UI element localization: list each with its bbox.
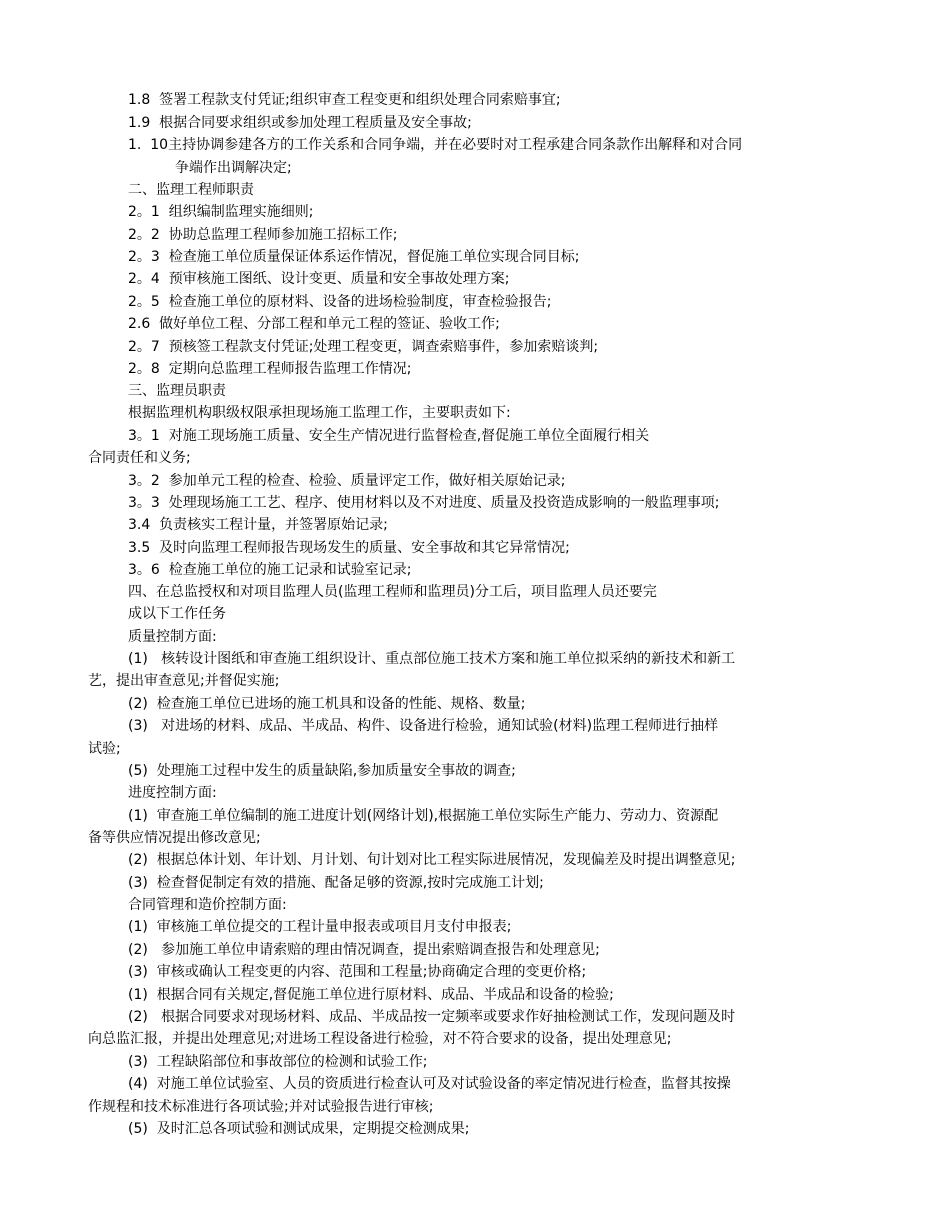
text-line: 3。3 处理现场施工工艺、程序、使用材料以及不对进度、质量及投资造成影响的一般监理事项;: [128, 495, 720, 511]
text-line: (3) 工程缺陷部位和事故部位的检测和试验工作;: [128, 1054, 428, 1070]
text-line: (5) 及时汇总各项试验和测试成果，定期提交检测成果;: [128, 1121, 470, 1137]
subsection-heading: 合同管理和造价控制方面:: [128, 897, 287, 913]
text-line: (3) 对进场的材料、成品、半成品、构件、设备进行检验，通知试验(材料)监理工程师进行抽样: [128, 718, 719, 734]
text-line: 2。4 预审核施工图纸、设计变更、质量和安全事故处理方案;: [128, 271, 510, 287]
text-line: (2) 根据合同要求对现场材料、成品、半成品按一定频率或要求作好抽检测试工作，发现问题及时: [128, 1009, 736, 1025]
text-line: (1) 审核施工单位提交的工程计量申报表或项目月支付申报表;: [128, 919, 512, 935]
text-line: 3.5 及时向监理工程师报告现场发生的质量、安全事故和其它异常情况;: [128, 540, 570, 556]
text-line: 争端作出调解决定;: [175, 160, 292, 176]
text-line: 试验;: [88, 741, 121, 757]
text-line: 作规程和技术标准进行各项试验;并对试验报告进行审核;: [88, 1099, 434, 1115]
text-line: 3.4 负责核实工程计量，并签署原始记录;: [128, 517, 388, 533]
text-line: (3) 检查督促制定有效的措施、配备足够的资源,按时完成施工计划;: [128, 875, 544, 891]
text-line: 2。2 协助总监理工程师参加施工招标工作;: [128, 227, 398, 243]
text-line: 向总监汇报，并提出处理意见;对进场工程设备进行检验，对不符合要求的设备，提出处理意见;: [88, 1031, 672, 1047]
text-line: (2) 参加施工单位申请索赔的理由情况调查，提出索赔调查报告和处理意见;: [128, 942, 600, 958]
text-line: (1) 审查施工单位编制的施工进度计划(网络计划),根据施工单位实际生产能力、劳动力、资源配: [128, 808, 719, 824]
text-line: 3。1 对施工现场施工质量、安全生产情况进行监督检查,督促施工单位全面履行相关: [128, 428, 650, 444]
text-line: (4) 对施工单位试验室、人员的资质进行检查认可及对试验设备的率定情况进行检查，监督其按操: [128, 1076, 731, 1092]
text-line: 2。7 预核签工程款支付凭证;处理工程变更，调查索赔事件，参加索赔谈判;: [128, 339, 599, 355]
text-line: 2.6 做好单位工程、分部工程和单元工程的签证、验收工作;: [128, 316, 500, 332]
section-heading: 二、监理工程师职责: [128, 182, 254, 198]
text-line: 2。8 定期向总监理工程师报告监理工作情况;: [128, 361, 412, 377]
text-line: 2。3 检查施工单位质量保证体系运作情况，督促施工单位实现合同目标;: [128, 249, 580, 265]
subsection-heading: 进度控制方面:: [128, 785, 217, 801]
text-line: (2) 根据总体计划、年计划、月计划、旬计划对比工程实际进展情况，发现偏差及时提出调整意见;: [128, 852, 736, 868]
text-line: 1.8 签署工程款支付凭证;组织审查工程变更和组织处理合同索赔事宜;: [128, 92, 561, 108]
text-line: 备等供应情况提出修改意见;: [88, 830, 261, 846]
text-line: 2。1 组织编制监理实施细则;: [128, 204, 314, 220]
section-heading: 四、在总监授权和对项目监理人员(监理工程师和监理员)分工后，项目监理人员还要完: [128, 584, 657, 600]
text-line: (5) 处理施工过程中发生的质量缺陷,参加质量安全事故的调查;: [128, 763, 516, 779]
text-line: 成以下工作任务: [128, 606, 226, 622]
text-line: (1) 根据合同有关规定,督促施工单位进行原材料、成品、半成品和设备的检验;: [128, 987, 614, 1003]
text-line: (3) 审核或确认工程变更的内容、范围和工程量;协商确定合理的变更价格;: [128, 964, 587, 980]
text-line: (2) 检查施工单位已进场的施工机具和设备的性能、规格、数量;: [128, 696, 526, 712]
subsection-heading: 质量控制方面:: [128, 629, 217, 645]
text-line: 艺，提出审查意见;并督促实施;: [88, 673, 280, 689]
text-line: 3。2 参加单元工程的检查、检验、质量评定工作，做好相关原始记录;: [128, 473, 566, 489]
text-line: 根据监理机构职级权限承担现场施工监理工作，主要职责如下:: [128, 405, 511, 421]
text-line: 3。6 检查施工单位的施工记录和试验室记录;: [128, 562, 412, 578]
text-line: (1) 核转设计图纸和审查施工组织设计、重点部位施工技术方案和施工单位拟采纳的新技术和新工: [128, 651, 736, 667]
text-line: 1.9 根据合同要求组织或参加处理工程质量及安全事故;: [128, 115, 472, 131]
text-line: 合同责任和义务;: [88, 450, 191, 466]
text-line: 2。5 检查施工单位的原材料、设备的进场检验制度，审查检验报告;: [128, 294, 552, 310]
text-line: 1. 10主持协调参建各方的工作关系和合同争端，并在必要时对工程承建合同条款作出解释和对合同: [128, 137, 743, 153]
section-heading: 三、监理员职责: [128, 383, 226, 399]
